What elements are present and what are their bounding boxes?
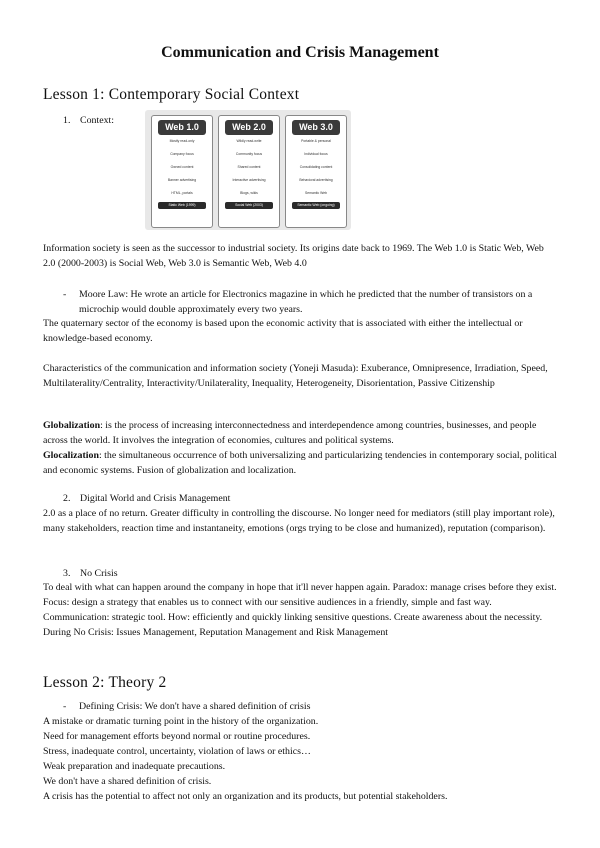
item3-label: No Crisis (80, 568, 118, 579)
web3-row: Behavioral advertising (299, 178, 333, 182)
globalization-term: Globalization (43, 420, 101, 431)
crisis-line: Weak preparation and inadequate precautions. (43, 761, 226, 772)
defining-bullet-dash: - (63, 701, 67, 712)
web1-row: Company focus (170, 152, 194, 156)
item3-number: 3. (63, 568, 71, 579)
web1-row: Owned content (170, 165, 194, 169)
web2-row: Interactive advertising (232, 178, 266, 182)
moore-law-paragraph: Moore Law: He wrote an article for Electronics magazine in which he predicted that the number of transistors on a microchip would double approximately every two years. (79, 289, 533, 315)
lesson1-heading: Lesson 1: Contemporary Social Context (43, 86, 300, 103)
web3-header: Web 3.0 (292, 120, 340, 135)
web3-column (285, 115, 347, 228)
web3-footer: Semantic Web (ongoing) (292, 202, 340, 209)
glocalization-term: Glocalization (43, 450, 99, 461)
no-crisis-paragraph: To deal with what can happen around the company in hope that it'll never happen again. Paradox: manage crises before they exist. Focus: design a strategy that enables us to connect with our sensitive audiences in a friendly, simple and fast way. Communication: strategic tool. How: efficiently and quickly linking sensitive questions. Create awareness about the necessity. During No Crisis: Issues Management, Reputation Management and Risk Management (43, 582, 557, 638)
web-comparison-image (145, 110, 351, 230)
page-title: Communication and Crisis Management (161, 44, 439, 61)
web2-row: Blogs, wikis (240, 191, 258, 195)
item1-number: 1. (63, 115, 71, 126)
defining-crisis-label: Defining Crisis: We don't have a shared definition of crisis (79, 701, 311, 712)
web1-row: Banner advertising (167, 178, 197, 182)
web3-row: Consolidating content (299, 165, 333, 169)
web2-footer: Social Web (2003) (225, 202, 273, 209)
characteristics-paragraph: Characteristics of the communication and information society (Yoneji Masuda): Exuberance, Omnipresence, Irradiation, Speed, Multilaterality/Centrality, Interactivity/Unilaterality, Inequality, Heterogeneity, Disorientation, Passive Citizenship (43, 363, 548, 389)
crisis-line: We don't have a shared definition of crisis. (43, 776, 212, 787)
globalization-paragraph (43, 418, 558, 448)
lesson2-heading: Lesson 2: Theory 2 (43, 674, 167, 691)
crisis-line: Stress, inadequate control, uncertainty, violation of laws or ethics… (43, 746, 311, 757)
glocalization-paragraph (43, 448, 558, 478)
web1-row: HTML, portals (171, 191, 193, 195)
web2-header: Web 2.0 (225, 120, 273, 135)
item2-label: Digital World and Crisis Management (80, 493, 231, 504)
globalization-text: : is the process of increasing interconnectedness and interdependence among countries, businesses, and people across the world. It involves the integration of economies, cultures and political systems. (43, 420, 537, 446)
web1-header: Web 1.0 (158, 120, 206, 135)
crisis-line: A mistake or dramatic turning point in the history of the organization. (43, 716, 319, 727)
quaternary-paragraph: The quaternary sector of the economy is based upon the economic activity that is associated with either the intellectual or knowledge-based economy. (43, 318, 523, 344)
web2-column (218, 115, 280, 228)
web2-row: Community focus (235, 152, 263, 156)
web1-column (151, 115, 213, 228)
web3-row: Semantic Web (305, 191, 327, 195)
web2-row: Shared content (237, 165, 261, 169)
web3-row: Individual focus (304, 152, 328, 156)
web3-row: Portable & personal (301, 139, 331, 143)
moore-bullet-dash: - (63, 289, 67, 300)
web1-row: Mostly read-only (169, 139, 195, 143)
web1-footer: Static Web (1999) (158, 202, 206, 209)
web2-row: Wildly read-write (236, 139, 262, 143)
crisis-line: Need for management efforts beyond normal or routine procedures. (43, 731, 311, 742)
info-society-paragraph: Information society is seen as the successor to industrial society. Its origins date back to 1969. The Web 1.0 is Static Web, Web 2.0 (2000-2003) is Social Web, Web 3.0 is Semantic Web, Web 4.0 (43, 243, 544, 269)
item2-number: 2. (63, 493, 71, 504)
digital-world-paragraph: 2.0 as a place of no return. Greater difficulty in controlling the discourse. No longer need for mediators (still play important role), many stakeholders, reaction time and instantaneity, emotions (orgs trying to be close and humanized), reputation (comparison). (43, 508, 555, 534)
crisis-line: A crisis has the potential to affect not only an organization and its products, but potential stakeholders. (43, 791, 448, 802)
glocalization-text: : the simultaneous occurrence of both universalizing and particularizing tendencies in contemporary social, political and economic systems. Fusion of globalization and localization. (43, 450, 557, 476)
item1-label: Context: (80, 115, 115, 126)
